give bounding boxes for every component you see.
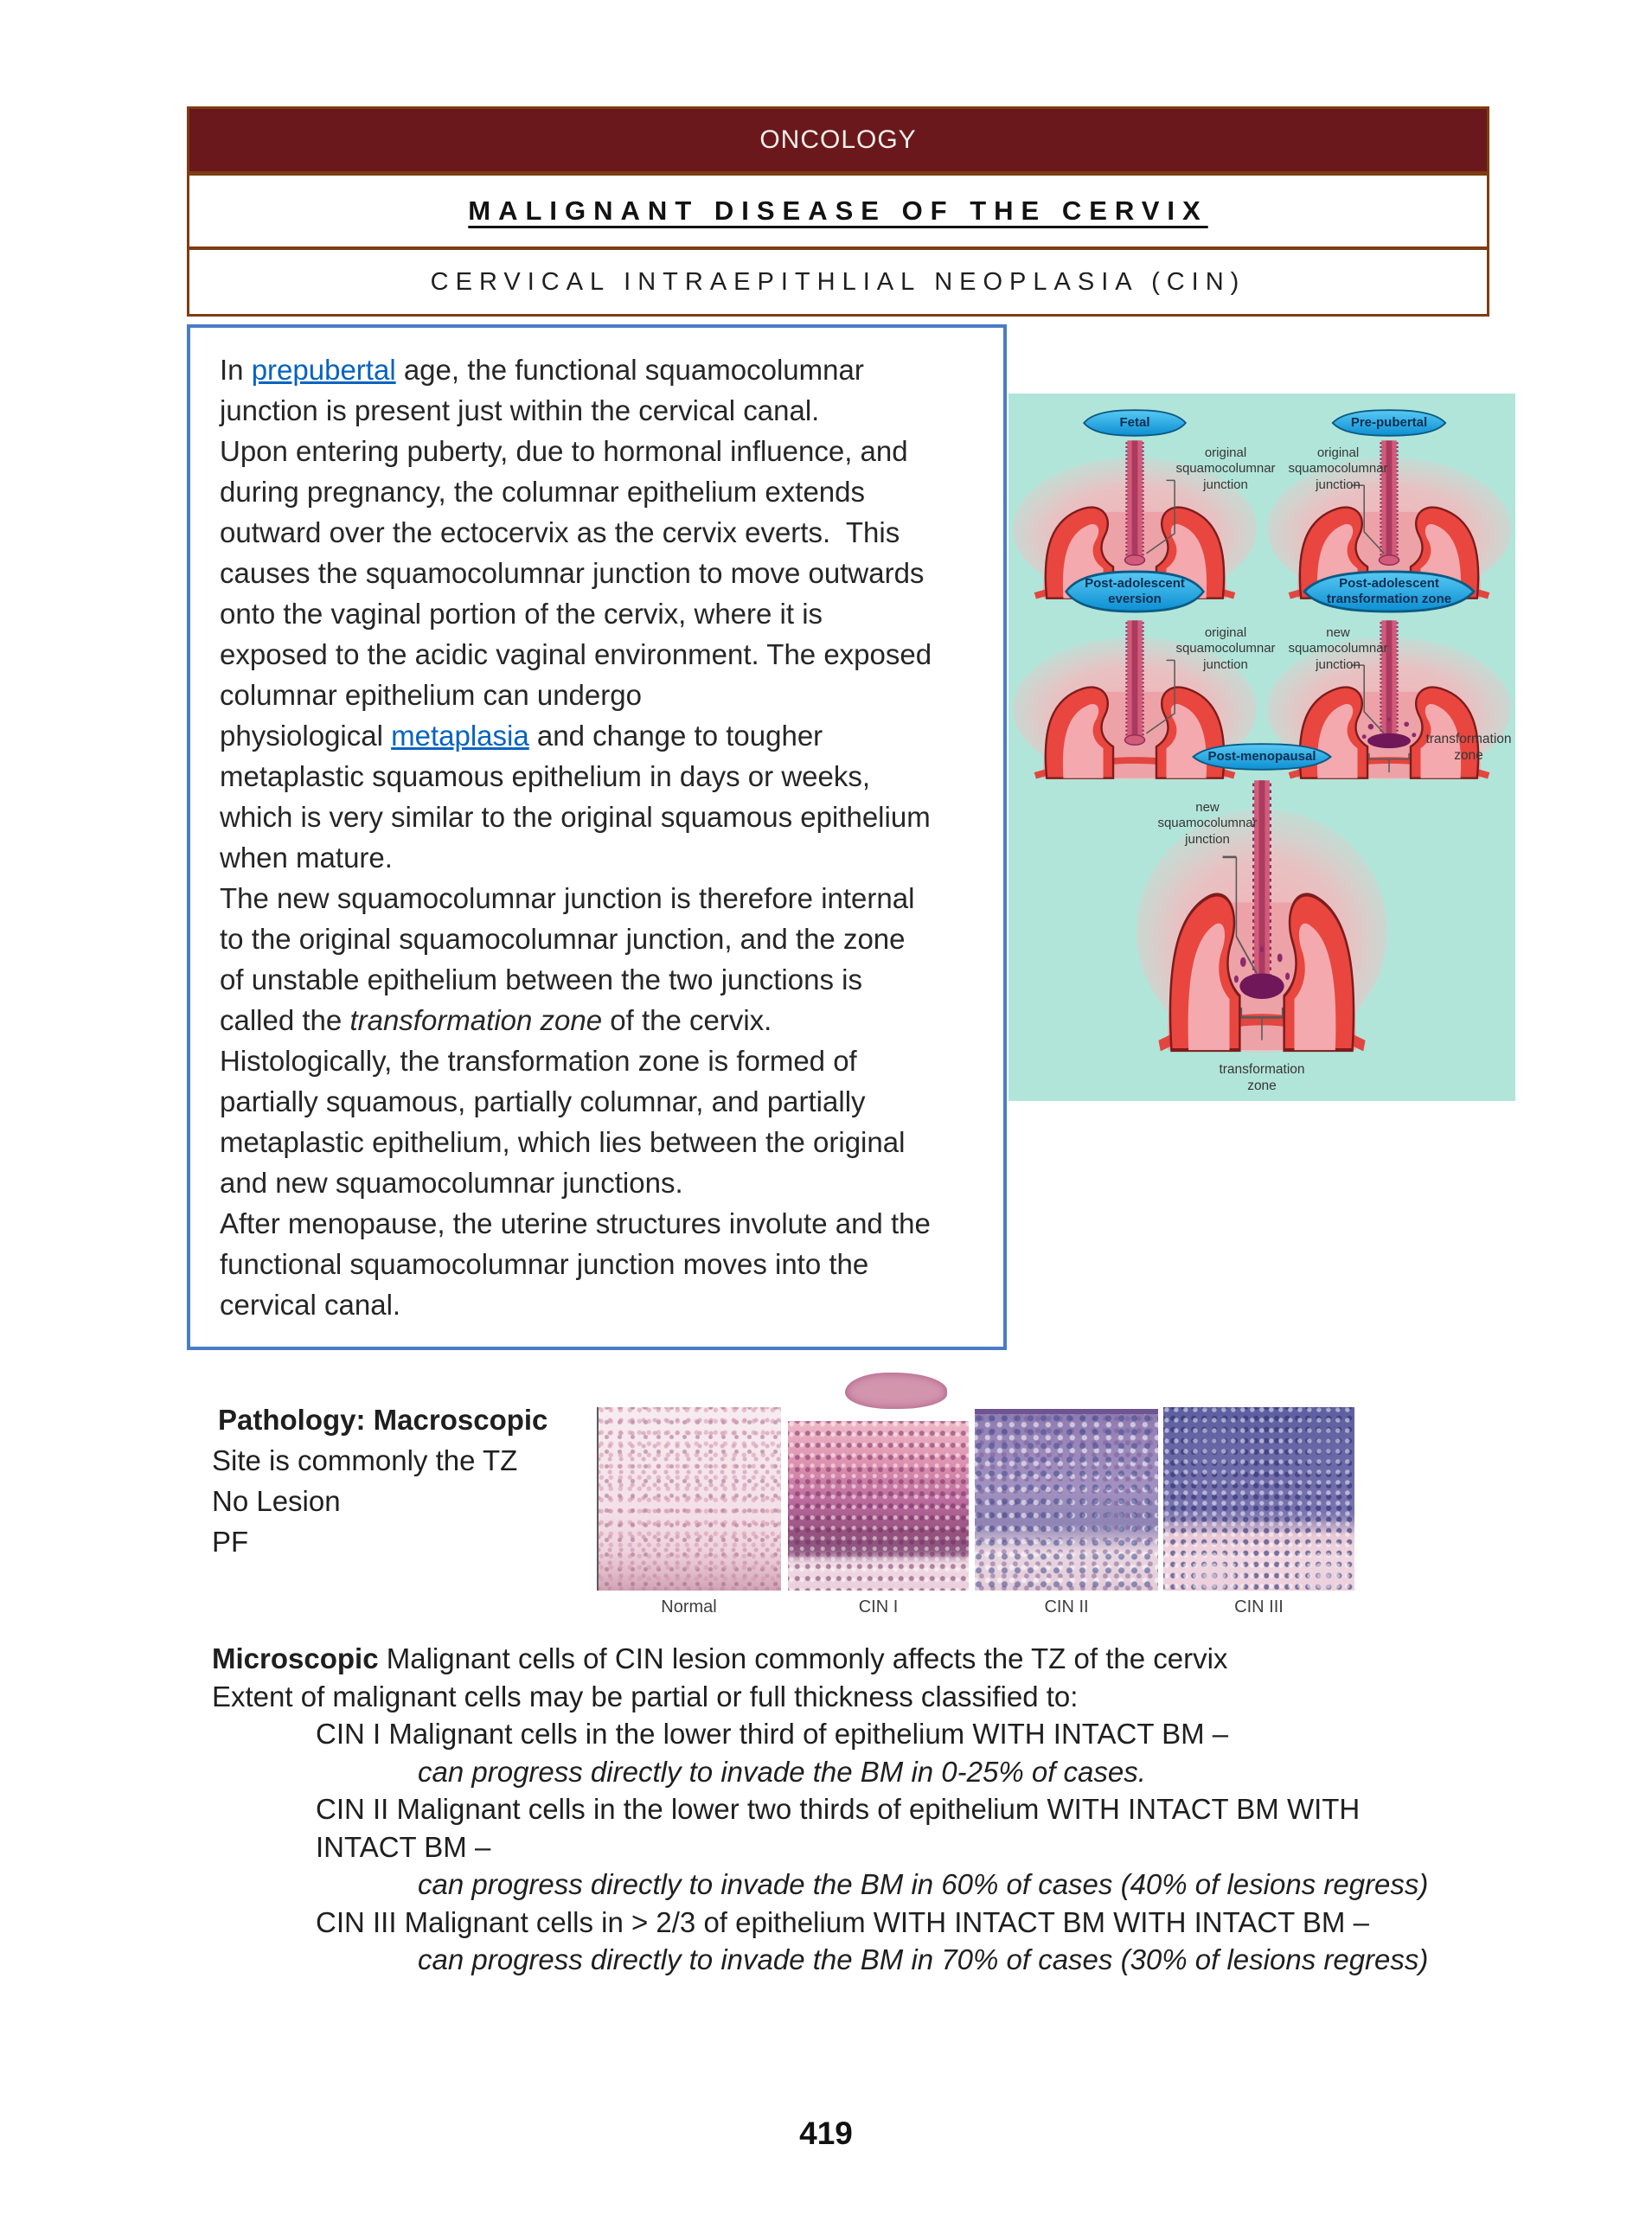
annotation-line: junction — [1316, 477, 1361, 492]
annotation-line: junction — [1203, 656, 1248, 672]
pathology-line: No Lesion — [212, 1485, 341, 1517]
text-segment: to the original squamocolumnar junction, and the zone — [220, 923, 906, 955]
page-subtitle: CERVICAL INTRAEPITHLIAL NEOPLASIA (CIN) — [430, 267, 1246, 296]
microscopic-line — [212, 1790, 1492, 1828]
microscopic-line — [212, 1715, 1492, 1753]
text-segment: can progress directly to invade the BM in 0-25% of cases. — [418, 1755, 1146, 1788]
hyperlink[interactable]: metaplasia — [391, 720, 529, 752]
text-segment: Malignant cells of CIN lesion commonly affects the TZ of the cervix — [378, 1642, 1228, 1674]
annotation-line: new — [1195, 800, 1220, 815]
annotation-line: original — [1316, 445, 1360, 460]
text-segment: cervical canal. — [220, 1289, 401, 1321]
microscopic-line — [212, 1828, 1492, 1866]
intro-line — [220, 959, 995, 1000]
annotation-label — [1155, 800, 1260, 848]
stage-badge — [1083, 409, 1187, 437]
text-segment: during pregnancy, the columnar epithelium extends — [220, 476, 865, 508]
stage-badge-label — [1303, 570, 1476, 613]
transformation-zone-caption — [1170, 1061, 1354, 1095]
annotation-label — [1173, 625, 1278, 673]
title-row — [189, 176, 1487, 246]
intro-line — [220, 471, 995, 512]
intro-line — [220, 1000, 995, 1040]
badge-line: Post-adolescent — [1085, 576, 1185, 592]
pathology-section — [212, 1399, 547, 1562]
text-segment: called the — [220, 1004, 350, 1036]
badge-line: transformation zone — [1326, 592, 1452, 606]
histology-panel-cin-iii — [1163, 1371, 1354, 1630]
text-segment: of the cervix. — [602, 1004, 772, 1036]
cervix-stages-figure — [1008, 394, 1515, 1101]
pathology-line: Site is commonly the TZ — [212, 1444, 518, 1476]
text-segment: columnar epithelium can undergo — [220, 679, 642, 711]
stage-badge — [1332, 409, 1447, 437]
text-segment: causes the squamocolumnar junction to move outwards — [220, 557, 925, 589]
microscopic-section — [212, 1640, 1492, 1979]
annotation-line: squamocolumnar — [1288, 641, 1388, 656]
intro-line — [220, 1122, 995, 1162]
intro-line — [220, 512, 995, 553]
hyperlink[interactable]: prepubertal — [251, 354, 396, 386]
intro-line — [220, 1162, 995, 1203]
microscopic-line — [212, 1753, 1492, 1791]
histology-panel-normal — [597, 1371, 781, 1630]
histology-label: CIN II — [1044, 1597, 1089, 1616]
annotation-line: junction — [1316, 656, 1361, 672]
microscopic-line — [212, 1640, 1492, 1678]
tissue-fragment — [845, 1373, 947, 1409]
pathology-lines — [212, 1440, 547, 1562]
annotation-label — [1285, 445, 1391, 493]
banner-label: ONCOLOGY — [759, 125, 917, 154]
text-segment: CIN II Malignant cells in the lower two thirds of epithelium WITH INTACT BM WITH — [316, 1793, 1361, 1825]
page-number: 419 — [799, 2116, 853, 2151]
intro-line — [220, 1081, 995, 1122]
histology-panel-cin-ii — [975, 1371, 1158, 1630]
intro-line — [220, 797, 995, 837]
intro-line — [220, 756, 995, 797]
text-segment: metaplastic epithelium, which lies between the original — [220, 1126, 906, 1158]
intro-line — [220, 553, 995, 593]
badge-line: Fetal — [1119, 415, 1150, 431]
text-segment: After menopause, the uterine structures involute and the — [220, 1207, 931, 1239]
intro-line — [220, 390, 995, 431]
badge-line: Pre-pubertal — [1350, 415, 1428, 431]
text-segment: Extent of malignant cells may be partial or full thickness classified to: — [212, 1680, 1079, 1712]
text-segment: can progress directly to invade the BM in 60% of cases (40% of lesions regress) — [418, 1868, 1429, 1900]
text-segment: Upon entering puberty, due to hormonal influence, and — [220, 435, 908, 467]
annotation-line: junction — [1203, 477, 1248, 492]
pathology-line: PF — [212, 1526, 249, 1558]
histology-label: CIN III — [1234, 1597, 1284, 1616]
header-box — [187, 106, 1489, 317]
histology-figure — [597, 1371, 1358, 1630]
microscopic-line — [212, 1678, 1492, 1716]
text-segment: of unstable epithelium between the two junctions is — [220, 963, 862, 995]
tissue-image — [975, 1409, 1158, 1591]
intro-line — [220, 349, 995, 390]
tissue-image — [597, 1407, 781, 1591]
stage-badge-label — [1065, 570, 1205, 613]
text-segment: Histologically, the transformation zone is formed of — [220, 1045, 857, 1077]
caption-line: transformation — [1219, 1062, 1305, 1077]
annotation-line: original — [1204, 625, 1247, 640]
text-segment: age, the functional squamocolumnar — [395, 354, 864, 386]
text-segment: which is very similar to the original squamous epithelium — [220, 801, 931, 833]
badge-line: Post-adolescent — [1339, 576, 1439, 592]
badge-line: eversion — [1108, 592, 1162, 606]
text-segment: when mature. — [220, 842, 393, 874]
page-title: MALIGNANT DISEASE OF THE CERVIX — [468, 195, 1208, 226]
intro-line — [220, 837, 995, 878]
text-segment: CIN I Malignant cells in the lower third of epithelium WITH INTACT BM – — [316, 1718, 1229, 1750]
intro-line — [220, 1284, 995, 1325]
text-segment: can progress directly to invade the BM in 70% of cases (30% of lesions regress) — [418, 1943, 1429, 1975]
annotation-line: new — [1326, 625, 1350, 640]
stage-badge — [1065, 570, 1205, 613]
annotation-line: squamocolumnar — [1175, 641, 1276, 656]
caption-line: zone — [1247, 1079, 1277, 1094]
intro-line — [220, 878, 995, 919]
transformation-zone-caption — [1393, 731, 1545, 765]
annotation-line: junction — [1185, 831, 1230, 847]
text-segment: junction is present just within the cervical canal. — [220, 394, 820, 426]
intro-line — [220, 593, 995, 634]
caption-line: zone — [1454, 748, 1483, 764]
text-segment: physiological — [220, 720, 392, 752]
caption-line: transformation — [1425, 732, 1512, 746]
oncology-banner — [189, 109, 1487, 176]
tissue-image — [788, 1421, 969, 1591]
intro-line — [220, 715, 995, 756]
text-segment: and new squamocolumnar junctions. — [220, 1167, 683, 1199]
badge-line: Post-menopausal — [1207, 749, 1316, 765]
intro-line — [220, 431, 995, 471]
text-segment: exposed to the acidic vaginal environment. The exposed — [220, 638, 932, 670]
text-segment: metaplastic squamous epithelium in days or weeks, — [220, 760, 871, 792]
stage-badge — [1303, 570, 1476, 613]
microscopic-line — [212, 1904, 1492, 1942]
diagram-panel-pre-pubertal — [1265, 409, 1514, 579]
stage-badge — [1192, 743, 1332, 771]
annotation-line: squamocolumnar — [1175, 461, 1276, 477]
microscopic-line — [212, 1866, 1492, 1904]
text-segment: The new squamocolumnar junction is therefore internal — [220, 882, 915, 914]
intro-line — [220, 1244, 995, 1284]
intro-line — [220, 919, 995, 959]
intro-text-box — [187, 324, 1007, 1350]
histology-panel-cin-i — [788, 1371, 969, 1630]
text-segment: onto the vaginal portion of the cervix, where it is — [220, 598, 823, 630]
histology-label: CIN I — [858, 1597, 899, 1616]
text-segment: transformation zone — [349, 1004, 603, 1036]
histology-label: Normal — [661, 1597, 717, 1616]
text-segment: partially squamous, partially columnar, and partially — [220, 1085, 866, 1117]
text-segment: outward over the ectocervix as the cervix everts. This — [220, 516, 900, 548]
intro-line — [220, 634, 995, 675]
diagram-panel-post-menopausal — [1134, 743, 1390, 1101]
annotation-label — [1285, 625, 1391, 673]
stage-badge-label — [1332, 409, 1447, 437]
text-segment: functional squamocolumnar junction moves into the — [220, 1248, 869, 1280]
intro-line — [220, 1040, 995, 1081]
intro-paragraph — [190, 328, 1003, 1325]
annotation-label — [1173, 445, 1278, 493]
tissue-image — [1163, 1407, 1354, 1591]
text-segment: and change to tougher — [528, 720, 823, 752]
annotation-line: original — [1204, 445, 1247, 460]
pathology-heading: Pathology: Macroscopic — [218, 1404, 548, 1436]
intro-line — [220, 675, 995, 715]
annotation-line: squamocolumnar — [1157, 816, 1258, 831]
microscopic-line — [212, 1941, 1492, 1979]
stage-badge-label — [1083, 409, 1187, 437]
subtitle-row — [189, 246, 1487, 314]
annotation-line: squamocolumnar — [1288, 461, 1388, 477]
intro-line — [220, 1203, 995, 1244]
text-segment: In — [220, 354, 252, 386]
text-segment: INTACT BM – — [316, 1830, 491, 1863]
stage-badge-label — [1192, 743, 1332, 771]
diagram-panel-fetal — [1010, 409, 1276, 579]
text-segment: CIN III Malignant cells in > 2/3 of epithelium WITH INTACT BM WITH INTACT BM – — [316, 1905, 1369, 1938]
bold-lead: Microscopic — [212, 1642, 379, 1674]
